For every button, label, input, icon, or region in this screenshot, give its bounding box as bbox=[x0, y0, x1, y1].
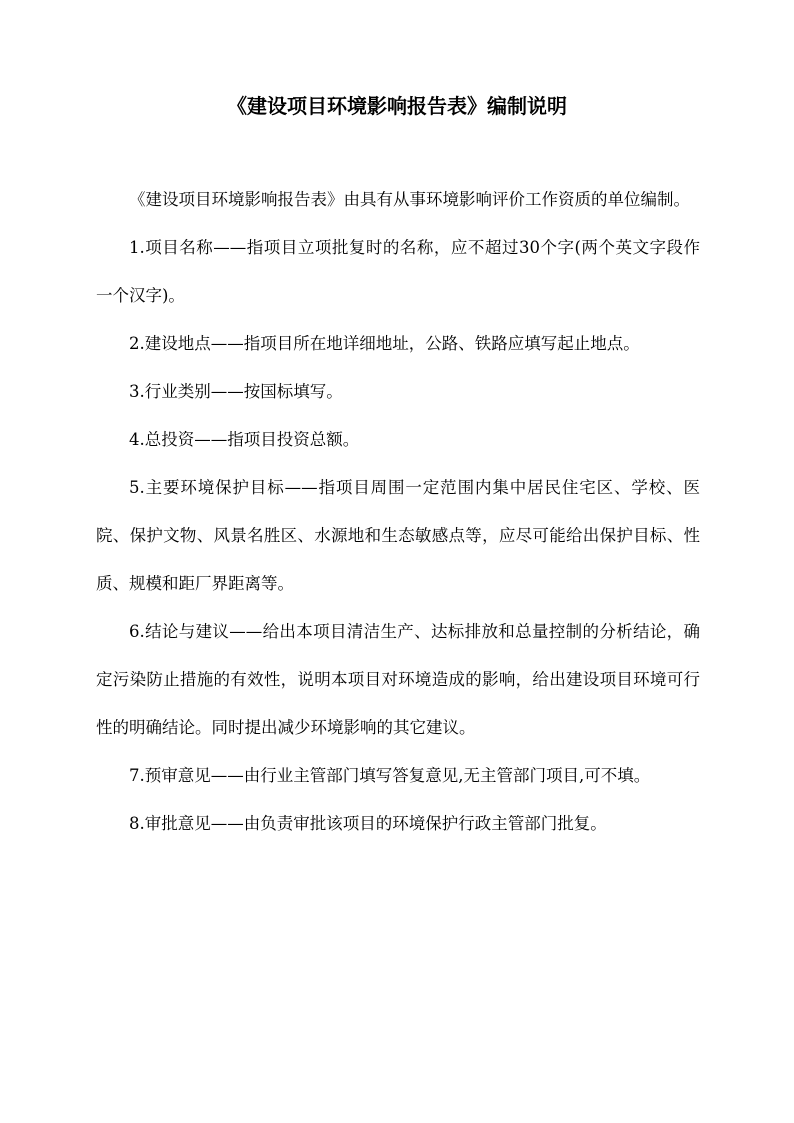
paragraph-item-1: 1.项目名称——指项目立项批复时的名称，应不超过30个字(两个英文字段作一个汉字)。 bbox=[96, 238, 700, 305]
document-body bbox=[96, 176, 700, 848]
paragraph-item-2: 2.建设地点——指项目所在地详细地址，公路、铁路应填写起止地点。 bbox=[129, 334, 640, 353]
paragraph-item-5: 5.主要环境保护目标——指项目周围一定范围内集中居民住宅区、学校、医院、保护文物、风景名胜区、水源地和生态敏感点等，应尽可能给出保护目标、性质、规模和距厂界距离等。 bbox=[96, 478, 700, 593]
paragraph-item-4: 4.总投资——指项目投资总额。 bbox=[129, 430, 360, 449]
paragraph-item-7: 7.预审意见——由行业主管部门填写答复意见,无主管部门项目,可不填。 bbox=[129, 766, 651, 785]
document-title: 《建设项目环境影响报告表》编制说明 bbox=[227, 94, 567, 118]
paragraph-item-8: 8.审批意见——由负责审批该项目的环境保护行政主管部门批复。 bbox=[129, 814, 607, 833]
paragraph-item-6: 6.结论与建议——给出本项目清洁生产、达标排放和总量控制的分析结论，确定污染防止措施的有效性，说明本项目对环境造成的影响，给出建设项目环境可行性的明确结论。同时提出减少环境影响的其它建议。 bbox=[96, 622, 700, 737]
paragraph-intro: 《建设项目环境影响报告表》由具有从事环境影响评价工作资质的单位编制。 bbox=[129, 190, 690, 209]
paragraph-item-3: 3.行业类别——按国标填写。 bbox=[129, 382, 343, 401]
